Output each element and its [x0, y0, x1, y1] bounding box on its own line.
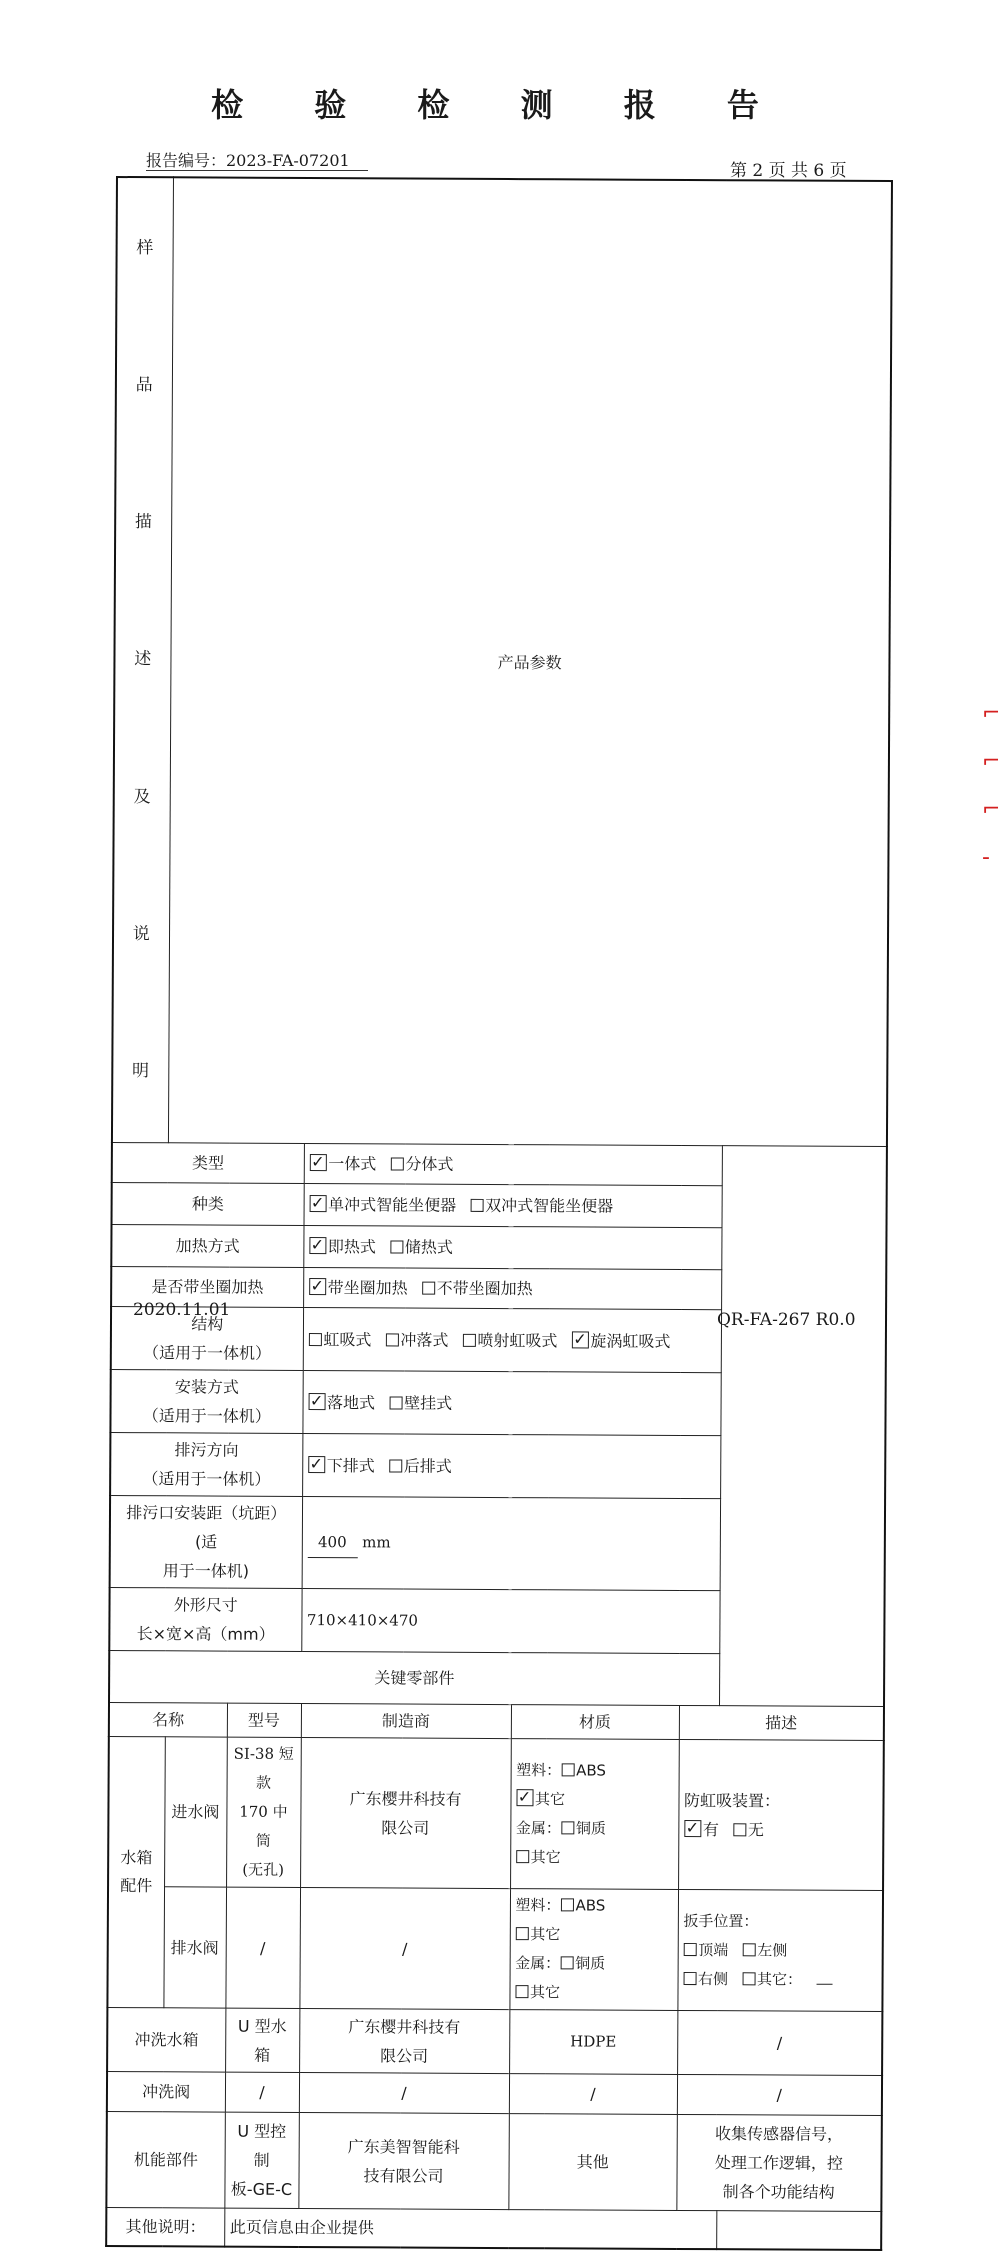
col-header-desc: 描述 [679, 1705, 884, 1740]
report-number: 报告编号：2023-FA-07201 [146, 151, 350, 170]
param-options [304, 1143, 722, 1185]
footer-date: 2020.11.01 [133, 1300, 231, 1320]
flush-valve-model: / [225, 2072, 299, 2112]
param-label: 是否带坐圈加热 [111, 1266, 303, 1307]
option-label: 后排式 [403, 1456, 452, 1476]
checked-box-icon: ✓ [685, 1817, 700, 1837]
option-label: 铜质 [575, 1818, 606, 1838]
checked-box-icon: ✓ [310, 1276, 324, 1296]
option-label: 分体式 [405, 1154, 454, 1174]
empty-box-icon [389, 1459, 402, 1472]
option-label: 其它 [530, 1847, 561, 1866]
empty-box-icon [515, 1927, 528, 1940]
param-label: 加热方式 [111, 1224, 303, 1267]
checkbox-option[interactable] [390, 1154, 453, 1173]
option-label: 旋涡虹吸式 [590, 1331, 671, 1351]
col-header-model: 型号 [227, 1703, 301, 1737]
pit-distance-unit: mm [362, 1532, 391, 1551]
checkbox-option[interactable] [385, 1330, 448, 1349]
checkbox-option[interactable] [561, 1761, 606, 1779]
param-options [303, 1267, 721, 1309]
function-part-maker: 广东美智智能科 技有限公司 [298, 2112, 508, 2209]
param-options [303, 1225, 721, 1269]
empty-box-icon [515, 1985, 528, 1998]
checkbox-option[interactable] [309, 1195, 456, 1215]
param-options [302, 1370, 720, 1435]
side-label-char: 描 [134, 512, 152, 533]
checkbox-option[interactable] [560, 1896, 605, 1914]
checkbox-option[interactable] [733, 1820, 764, 1839]
drain-valve-name: 排水阀 [163, 1887, 226, 2008]
checkbox-option[interactable] [571, 1328, 671, 1351]
flush-valve-maker: / [299, 2072, 509, 2113]
empty-box-icon [516, 1850, 529, 1863]
sample-description-table [105, 176, 893, 2251]
side-label-char: 及 [133, 786, 151, 807]
pit-distance-value [302, 1496, 720, 1590]
empty-box-icon [683, 1942, 696, 1955]
drain-valve-maker: / [299, 1887, 510, 2009]
option-label: 左侧 [757, 1940, 788, 1960]
inlet-valve-desc: 防虹吸装置： ✓ 有 无 [678, 1739, 884, 1890]
function-part-desc: 收集传感器信号， 处理工作逻辑，控 制各个功能结构 [676, 2114, 882, 2211]
empty-box-icon [733, 1823, 746, 1836]
drain-valve-desc: 扳手位置： 顶端 左侧 右侧 其它： [677, 1889, 883, 2011]
checked-box-icon: ✓ [517, 1786, 532, 1806]
checkbox-option[interactable] [462, 1330, 557, 1349]
empty-box-icon [422, 1282, 435, 1295]
empty-box-icon [385, 1333, 398, 1346]
option-label: 下排式 [326, 1455, 375, 1475]
flush-tank-maker: 广东樱井科技有 限公司 [299, 2008, 509, 2073]
option-label: 有 [702, 1819, 719, 1839]
param-options [304, 1183, 722, 1227]
inlet-valve-maker: 广东樱井科技有 限公司 [300, 1737, 511, 1888]
checkbox-option[interactable] [684, 1819, 719, 1838]
checked-box-icon: ✓ [310, 1235, 325, 1255]
report-number-underline [146, 170, 368, 171]
flush-tank-name: 冲洗水箱 [107, 2007, 225, 2072]
option-label: ABS [575, 1896, 606, 1915]
col-header-material: 材质 [511, 1705, 679, 1740]
tank-group-label: 水箱配件 [107, 1736, 164, 2007]
function-part-model: U 型控制 板-GE-C [224, 2112, 299, 2208]
flush-valve-desc: / [677, 2074, 882, 2115]
footer-form-code: QR-FA-267 R0.0 [717, 1310, 856, 1330]
flush-tank-desc: / [677, 2010, 882, 2075]
page-info: 第 2 页 共 6 页 [730, 161, 847, 181]
checkbox-option[interactable] [422, 1279, 533, 1299]
drain-valve-material: 塑料： ABS其它 金属： 铜质其它 [509, 1889, 678, 2011]
checkbox-option[interactable] [309, 1154, 376, 1173]
checkbox-option[interactable] [308, 1330, 371, 1349]
flush-valve-material: / [509, 2074, 677, 2115]
margin-red-marks: ⌐ ⌐ ⌐ - [982, 701, 1000, 870]
param-options [303, 1307, 721, 1372]
option-label: 喷射虹吸式 [477, 1330, 558, 1350]
function-part-name: 机能部件 [106, 2111, 225, 2208]
checkbox-option[interactable] [309, 1278, 408, 1298]
checkbox-option[interactable] [561, 1819, 606, 1837]
option-label: 带坐圈加热 [327, 1278, 408, 1298]
option-label: 双冲式智能坐便器 [485, 1195, 614, 1216]
option-label: 落地式 [327, 1392, 376, 1412]
col-header-maker: 制造商 [301, 1703, 511, 1738]
checkbox-option[interactable] [470, 1196, 613, 1216]
option-label: 冲落式 [400, 1330, 449, 1350]
checkbox-option[interactable] [308, 1390, 376, 1412]
checked-box-icon: ✓ [573, 1328, 587, 1348]
checkbox-option[interactable] [516, 1786, 566, 1808]
empty-box-icon [561, 1821, 574, 1834]
checkbox-option[interactable] [742, 1970, 802, 1988]
empty-box-icon [308, 1333, 321, 1346]
inlet-valve-model: SI-38 短款 170 中筒 (无孔) [226, 1737, 301, 1887]
option-label: 其它： [757, 1969, 803, 1989]
option-label: 顶端 [698, 1940, 729, 1959]
empty-box-icon [560, 1898, 573, 1911]
checkbox-option[interactable] [516, 1848, 561, 1866]
param-label: 排污方向 （适用于一体机） [110, 1432, 302, 1496]
empty-box-icon [560, 1956, 573, 1969]
checkbox-option[interactable] [389, 1393, 452, 1412]
checked-box-icon: ✓ [310, 1193, 325, 1213]
col-header-name: 名称 [109, 1702, 227, 1737]
checkbox-option[interactable] [515, 1925, 560, 1943]
checkbox-option[interactable] [390, 1237, 453, 1256]
other-note-value: 此页信息由企业提供 [224, 2208, 716, 2249]
option-label: 右侧 [698, 1969, 729, 1988]
side-label-char: 明 [132, 1061, 150, 1082]
flush-valve-name: 冲洗阀 [107, 2071, 225, 2112]
side-label-char: 说 [132, 923, 150, 944]
empty-box-icon [561, 1763, 574, 1776]
checkbox-option[interactable] [683, 1940, 728, 1958]
empty-box-icon [470, 1199, 483, 1212]
pit-distance-label: 排污口安装距（坑距）(适 用于一体机) [110, 1495, 302, 1588]
inlet-valve-name: 进水阀 [164, 1737, 227, 1887]
flush-tank-material: HDPE [509, 2010, 677, 2075]
empty-box-icon [462, 1333, 475, 1346]
drain-valve-model: / [225, 1887, 300, 2008]
param-label: 类型 [112, 1142, 304, 1183]
option-label: 单冲式智能坐便器 [328, 1195, 457, 1215]
empty-box-icon [390, 1240, 403, 1253]
checkbox-option[interactable] [515, 1983, 560, 2001]
empty-box-icon [683, 1971, 696, 1984]
pit-distance-number: 400 [307, 1528, 357, 1558]
checkbox-option[interactable] [560, 1954, 605, 1972]
option-label: 即热式 [327, 1237, 376, 1257]
param-label: 种类 [112, 1182, 304, 1225]
side-label [118, 180, 168, 1140]
report-title: 检 验 检 测 报 告 [211, 86, 789, 124]
checked-box-icon: ✓ [311, 1152, 325, 1172]
dimensions-label: 外形尺寸 长×宽×高（mm） [109, 1587, 301, 1651]
checkbox-option[interactable] [308, 1453, 375, 1475]
checkbox-option[interactable] [309, 1237, 376, 1256]
option-label: 储热式 [404, 1237, 453, 1257]
side-label-char: 述 [134, 649, 152, 670]
option-label: 无 [747, 1819, 764, 1839]
key-parts-heading: 关键零部件 [109, 1650, 719, 1705]
dimensions-value: 710×410×470 [301, 1588, 719, 1653]
option-label: 虹吸式 [323, 1329, 372, 1349]
empty-box-icon [389, 1396, 402, 1409]
checked-box-icon: ✓ [309, 1453, 324, 1473]
checkbox-option[interactable] [389, 1456, 452, 1475]
option-label: 一体式 [328, 1154, 377, 1174]
checked-box-icon: ✓ [309, 1390, 324, 1410]
option-label: ABS [576, 1760, 607, 1780]
empty-box-icon [742, 1972, 755, 1985]
empty-box-icon [742, 1943, 755, 1956]
product-params-heading: 产品参数 [168, 177, 892, 1146]
function-part-material: 其他 [508, 2114, 677, 2211]
other-blank [816, 1969, 832, 1984]
param-label: 安装方式 （适用于一体机） [110, 1369, 302, 1433]
empty-box-icon [390, 1157, 403, 1170]
checkbox-option[interactable] [683, 1969, 728, 1987]
option-label: 其它 [530, 1925, 561, 1944]
side-label-cell [112, 177, 173, 1143]
option-label: 不带坐圈加热 [436, 1278, 533, 1299]
checkbox-option[interactable] [742, 1941, 787, 1959]
param-options [302, 1433, 720, 1498]
other-note-label: 其他说明： [106, 2207, 224, 2246]
side-label-char: 品 [135, 375, 153, 396]
param-label: 结构 （适用于一体机） [111, 1306, 303, 1370]
side-label-char: 样 [136, 238, 154, 259]
option-label: 铜质 [575, 1954, 606, 1973]
option-label: 壁挂式 [404, 1393, 453, 1413]
option-label: 其它 [529, 1983, 561, 2002]
inlet-valve-material: 塑料： ABS✓ 其它 金属： 铜质其它 [510, 1739, 679, 1890]
option-label: 其它 [534, 1789, 566, 1808]
flush-tank-model: U 型水箱 [225, 2008, 299, 2072]
